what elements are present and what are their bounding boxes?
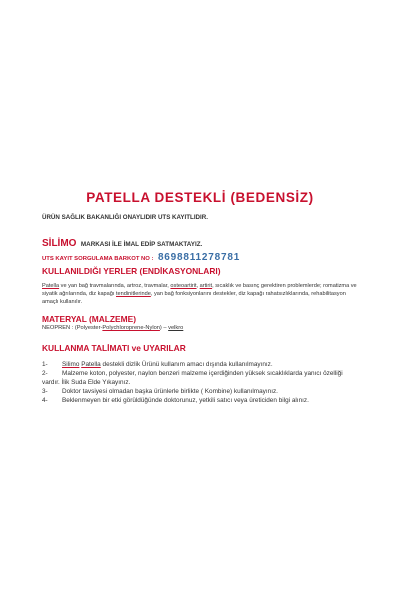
list-item-number: 1-	[42, 361, 48, 368]
material-text-part: Polychloroprene-Nylon	[102, 325, 160, 331]
list-item-text: destekli dizlik Ürünü kullanım amacı dışında kullanılmayınız.	[100, 361, 273, 368]
usage-areas-text	[42, 283, 358, 307]
material-text-part: NEOPREN : (Polyester-	[42, 325, 103, 331]
usage-text-part: , sıcaklık ve basınç gerektiren problemlerde; romatizma ve siyatik ağrılarında, diz kapağı	[42, 283, 357, 297]
list-item	[42, 388, 362, 397]
list-item-brand: Silimo	[62, 361, 80, 368]
list-item	[42, 361, 362, 370]
barcode-line	[42, 247, 240, 265]
barcode-label: UTS KAYIT SORGULAMA BARKOT NO :	[42, 256, 154, 262]
usage-text-part: ve yan bağ travmalarında, artroz, travmalar,	[59, 283, 171, 289]
material-text-part: ) –	[159, 325, 169, 331]
material-text-part: velkro	[168, 325, 184, 331]
usage-text-part: artirit	[199, 283, 213, 289]
list-item	[42, 370, 362, 388]
instructions-heading: KULLANMA TALİMATI ve UYARILAR	[42, 343, 186, 353]
list-item-number: 4-	[42, 396, 48, 404]
brand-name: SİLİMO	[42, 238, 77, 249]
list-item-text: Beklenmeyen bir etki görüldüğünde doktorunuz, yetkili satıcı veya üreticiden bilgi alınız.	[62, 396, 309, 404]
usage-text-part: tendinitlerinde	[116, 290, 151, 297]
usage-text-part: , yan bağ fonksiyonlarını destekler, diz kapağı rahatsızlıklarında, rehabilitasyon amaçlı kullanılır.	[42, 290, 346, 305]
material-text	[42, 325, 358, 333]
usage-text-part: osteoartirit	[170, 283, 197, 289]
brand-text: MARKASI İLE İMAL EDİP SATMAKTAYIZ.	[80, 241, 203, 248]
registration-note: ÜRÜN SAĞLIK BAKANLIĞI ONAYLIDIR UTS KAYITLIDIR.	[42, 214, 208, 221]
barcode-number: 8698811278781	[157, 252, 241, 263]
list-item-text: Doktor tavsiyesi olmadan başka ürünlerle birlikte ( Kombine) kullanılmayınız.	[62, 387, 278, 395]
usage-areas-heading: KULLANILDIĞI YERLER (ENDİKASYONLARI)	[42, 266, 221, 276]
list-item	[42, 397, 362, 406]
usage-text-part: ,	[196, 283, 200, 289]
list-item-text: Malzeme koton, polyester, naylon benzeri malzeme içerdiğinden yüksek sıcaklıklarda yanıcı özelliği vardır. İlik Suda Elde Yıkayınız.	[42, 369, 343, 386]
product-title: PATELLA DESTEKLİ (BEDENSİZ)	[86, 190, 314, 205]
list-item-number: 2-	[42, 369, 48, 377]
list-item-number: 3-	[42, 387, 48, 395]
list-item-product: Patella	[81, 361, 101, 368]
instructions-list	[42, 361, 362, 406]
material-heading: MATERYAL (MALZEME)	[42, 314, 136, 324]
usage-text-part: Patella	[42, 283, 60, 289]
